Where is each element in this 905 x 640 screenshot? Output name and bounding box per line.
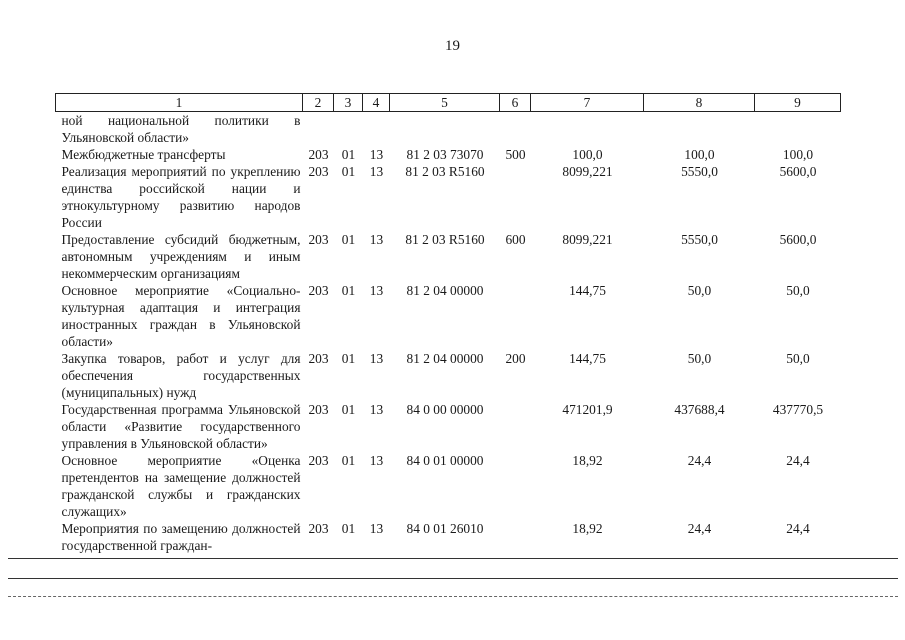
cell-col-3: 01 [341, 351, 356, 366]
cell-col-7: 18,92 [572, 521, 603, 536]
header-col-7: 7 [531, 94, 644, 112]
cell-col-9: 437770,5 [772, 402, 824, 417]
cell-col-4: 13 [369, 351, 384, 366]
cell-col-6: 200 [505, 351, 526, 366]
row-name: Межбюджетные трансферты [61, 147, 226, 162]
table-row [56, 350, 841, 401]
cell-col-4: 13 [369, 521, 384, 536]
header-col-3: 3 [334, 94, 363, 112]
cell-col-4: 13 [369, 147, 384, 162]
cell-col-2: 203 [308, 283, 329, 298]
cell-col-2: 203 [308, 232, 329, 247]
cell-col-4: 13 [369, 283, 384, 298]
cell-col-2: 203 [308, 402, 329, 417]
scan-dashed-line [8, 596, 898, 597]
header-col-8: 8 [644, 94, 755, 112]
cell-col-6 [500, 520, 531, 554]
cell-col-9: 24,4 [786, 521, 810, 536]
cell-col-2: 203 [308, 164, 329, 179]
cell-col-5: 84 0 01 00000 [406, 453, 484, 468]
cell-col-5: 81 2 04 00000 [406, 283, 484, 298]
cell-col-6 [500, 282, 531, 350]
cell-col-9: 100,0 [782, 147, 814, 162]
cell-col-7: 144,75 [569, 351, 606, 366]
row-name: Закупка товаров, работ и услуг для обеспечения государственных (муниципальных) нужд [61, 351, 301, 400]
cell-col-8: 100,0 [684, 147, 715, 162]
cell-col-9 [755, 112, 841, 147]
budget-table [55, 93, 841, 554]
cell-col-4 [363, 112, 390, 147]
table-row [56, 163, 841, 231]
header-col-5: 5 [390, 94, 500, 112]
cell-col-9: 5600,0 [779, 164, 817, 179]
cell-col-8: 5550,0 [681, 232, 718, 247]
cell-col-6 [500, 163, 531, 231]
cell-col-5: 81 2 03 R5160 [405, 232, 485, 247]
cell-col-9: 24,4 [786, 453, 810, 468]
header-col-2: 2 [303, 94, 334, 112]
cell-col-2: 203 [308, 453, 329, 468]
table-row [56, 452, 841, 520]
cell-col-6 [500, 112, 531, 147]
cell-col-7: 100,0 [572, 147, 603, 162]
cell-col-5 [390, 112, 500, 147]
cell-col-5: 81 2 03 R5160 [405, 164, 485, 179]
cell-col-3: 01 [341, 164, 356, 179]
cell-col-8: 50,0 [687, 351, 712, 366]
cell-col-8: 50,0 [687, 283, 712, 298]
cell-col-7: 144,75 [569, 283, 606, 298]
cell-col-3: 01 [341, 232, 356, 247]
cell-col-8: 5550,0 [681, 164, 718, 179]
cell-col-2: 203 [308, 147, 329, 162]
table-row [56, 520, 841, 554]
scan-divider-line [8, 558, 898, 559]
table-row [56, 146, 841, 163]
row-name: Основное мероприятие «Социально-культурная адаптация и интеграция иностранных граждан в Ульяновской области» [61, 283, 301, 349]
row-name: Основное мероприятие «Оценка претендентов на замещение должностей гражданской службы и гражданских служащих» [61, 453, 301, 519]
table-row [56, 282, 841, 350]
cell-col-6 [500, 401, 531, 452]
page-number: 19 [445, 38, 460, 54]
row-name: Мероприятия по замещению должностей государственной граждан- [61, 521, 301, 553]
cell-col-8: 24,4 [687, 521, 712, 536]
cell-col-3 [334, 112, 363, 147]
scan-divider-line [8, 578, 898, 579]
cell-col-9: 50,0 [786, 283, 810, 298]
cell-col-8: 437688,4 [674, 402, 725, 417]
cell-col-3: 01 [341, 453, 356, 468]
row-name: Предоставление субсидий бюджетным, автономным учреждениям и иным некоммерческим организациям [61, 232, 301, 281]
cell-col-5: 81 2 03 73070 [406, 147, 484, 162]
cell-col-7: 8099,221 [562, 232, 613, 247]
table-row [56, 401, 841, 452]
cell-col-2: 203 [308, 521, 329, 536]
cell-col-7: 18,92 [572, 453, 603, 468]
cell-col-4: 13 [369, 453, 384, 468]
cell-col-6: 500 [505, 147, 526, 162]
cell-col-9: 50,0 [786, 351, 810, 366]
header-col-4: 4 [363, 94, 390, 112]
cell-col-4: 13 [369, 402, 384, 417]
cell-col-4: 13 [369, 232, 384, 247]
row-name: ной национальной политики в Ульяновской области» [61, 113, 301, 145]
cell-col-5: 84 0 01 26010 [406, 521, 484, 536]
table-row [56, 231, 841, 282]
table-row [56, 112, 841, 147]
cell-col-2 [303, 112, 334, 147]
cell-col-8: 24,4 [687, 453, 712, 468]
cell-col-6: 600 [505, 232, 526, 247]
cell-col-3: 01 [341, 402, 356, 417]
cell-col-6 [500, 452, 531, 520]
table-header-row [56, 94, 841, 112]
cell-col-3: 01 [341, 521, 356, 536]
cell-col-7 [531, 112, 644, 147]
row-name: Государственная программа Ульяновской области «Развитие государственного управления в Ульяновской области» [61, 402, 301, 451]
cell-col-8 [644, 112, 755, 147]
cell-col-4: 13 [369, 164, 384, 179]
cell-col-9: 5600,0 [779, 232, 817, 247]
header-col-1: 1 [56, 94, 303, 112]
cell-col-7: 471201,9 [562, 402, 613, 417]
cell-col-3: 01 [341, 283, 356, 298]
cell-col-5: 81 2 04 00000 [406, 351, 484, 366]
cell-col-5: 84 0 00 00000 [406, 402, 484, 417]
row-name: Реализация мероприятий по укреплению единства российской нации и этнокультурному развитию народов России [61, 164, 301, 230]
header-col-9: 9 [755, 94, 841, 112]
header-col-6: 6 [500, 94, 531, 112]
cell-col-3: 01 [341, 147, 356, 162]
cell-col-7: 8099,221 [562, 164, 613, 179]
cell-col-2: 203 [308, 351, 329, 366]
